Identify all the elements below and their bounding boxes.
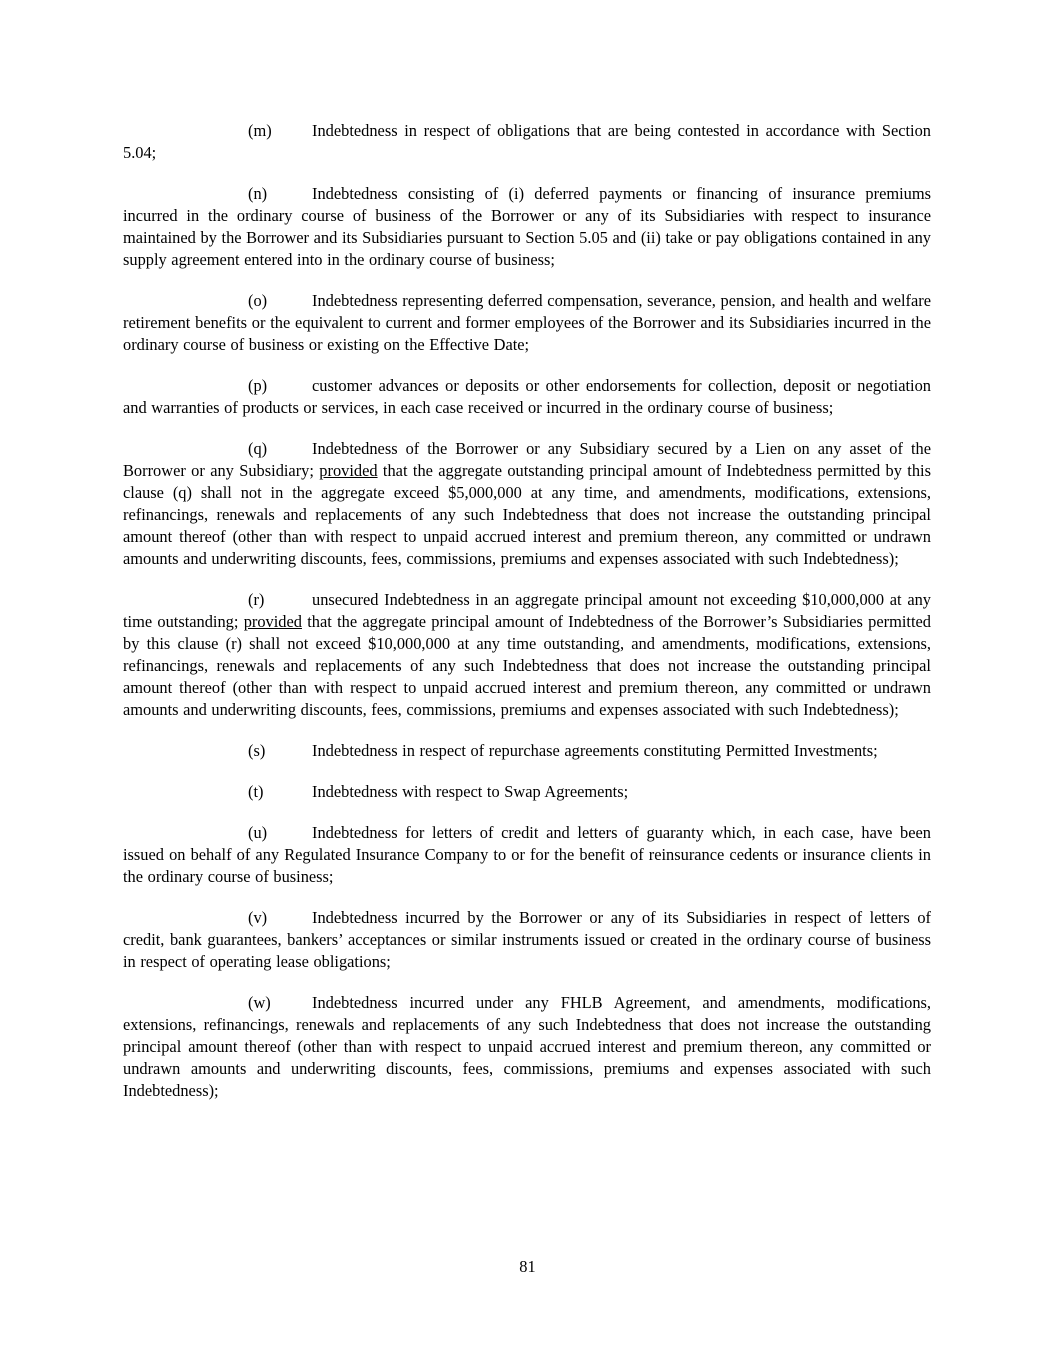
paragraph-w bbox=[123, 992, 931, 1102]
paragraph-text: Indebtedness consisting of (i) deferred payments or financing of insurance premiums incurred in the ordinary course of business of the Borrower or any of its Subsidiaries with respect to insurance maintained by the Borrower and its Subsidiaries pursuant to Section 5.05 and (ii) take or pay obligations contained in any supply agreement entered into in the ordinary course of business; bbox=[123, 184, 931, 269]
paragraph-marker: (p) bbox=[248, 376, 268, 395]
paragraph-marker: (o) bbox=[248, 291, 268, 310]
paragraph-s bbox=[123, 740, 931, 762]
paragraph-m bbox=[123, 120, 931, 164]
paragraph-marker: (u) bbox=[248, 823, 268, 842]
paragraph-text: Indebtedness for letters of credit and letters of guaranty which, in each case, have been issued on behalf of any Regulated Insurance Company to or for the benefit of reinsurance cedents or insurance clients in the ordinary course of business; bbox=[123, 823, 931, 886]
paragraph-text: that the aggregate principal amount of Indebtedness of the Borrower’s Subsidiaries permitted by this clause (r) shall not exceed $10,000,000 at any time outstanding, and amendments, modifications, extensions, refinancings, renewals and replacements of any such Indebtedness that does not increase the outstanding principal amount thereof (other than with respect to unpaid accrued interest and premium thereon, any committed or undrawn amounts and underwriting discounts, fees, commissions, premiums and expenses associated with such Indebtedness); bbox=[123, 612, 931, 719]
paragraph-marker: (q) bbox=[248, 439, 268, 458]
paragraph-text-underlined: provided bbox=[319, 461, 378, 480]
paragraph-text: customer advances or deposits or other endorsements for collection, deposit or negotiation and warranties of products or services, in each case received or incurred in the ordinary course of business; bbox=[123, 376, 931, 417]
document-body bbox=[123, 120, 931, 1121]
paragraph-text: Indebtedness in respect of repurchase agreements constituting Permitted Investments; bbox=[312, 741, 878, 760]
paragraph-n bbox=[123, 183, 931, 271]
paragraph-marker: (r) bbox=[248, 590, 265, 609]
paragraph-marker: (v) bbox=[248, 908, 268, 927]
paragraph-marker: (w) bbox=[248, 993, 271, 1012]
paragraph-text: Indebtedness incurred by the Borrower or any of its Subsidiaries in respect of letters of credit, bank guarantees, bankers’ acceptances or similar instruments issued or created in the ordinary course of business in respect of operating lease obligations; bbox=[123, 908, 931, 971]
paragraph-marker: (m) bbox=[248, 121, 272, 140]
paragraph-text-underlined: provided bbox=[243, 612, 302, 631]
paragraph-text: Indebtedness incurred under any FHLB Agreement, and amendments, modifications, extensions, refinancings, renewals and replacements of any such Indebtedness that does not increase the outstanding principal amount thereof (other than with respect to unpaid accrued interest and premium thereon, any committed or undrawn amounts and underwriting discounts, fees, commissions, premiums and expenses associated with such Indebtedness); bbox=[123, 993, 931, 1100]
paragraph-p bbox=[123, 375, 931, 419]
paragraph-text: Indebtedness in respect of obligations that are being contested in accordance with Section 5.04; bbox=[123, 121, 931, 162]
paragraph-marker: (t) bbox=[248, 782, 264, 801]
paragraph-v bbox=[123, 907, 931, 973]
paragraph-text: Indebtedness with respect to Swap Agreements; bbox=[312, 782, 629, 801]
page-number: 81 bbox=[519, 1257, 536, 1276]
paragraph-marker: (s) bbox=[248, 741, 266, 760]
paragraph-q bbox=[123, 438, 931, 570]
paragraph-t bbox=[123, 781, 931, 803]
paragraph-text: Indebtedness of the Borrower or any Subsidiary secured by a Lien on any asset of the Borrower or any Subsidiary; bbox=[123, 439, 931, 480]
paragraph-marker: (n) bbox=[248, 184, 268, 203]
paragraph-text: Indebtedness representing deferred compensation, severance, pension, and health and welfare retirement benefits or the equivalent to current and former employees of the Borrower and its Subsidiaries incurred in the ordinary course of business or existing on the Effective Date; bbox=[123, 291, 931, 354]
paragraph-r bbox=[123, 589, 931, 721]
paragraph-o bbox=[123, 290, 931, 356]
paragraph-u bbox=[123, 822, 931, 888]
paragraph-text: unsecured Indebtedness in an aggregate principal amount not exceeding $10,000,000 at any time outstanding; bbox=[123, 590, 931, 631]
paragraph-text: that the aggregate outstanding principal amount of Indebtedness permitted by this clause (q) shall not in the aggregate exceed $5,000,000 at any time, and amendments, modifications, extensions, refinancings, renewals and replacements of any such Indebtedness that does not increase the outstanding principal amount thereof (other than with respect to unpaid accrued interest and premium thereon, any committed or undrawn amounts and underwriting discounts, fees, commissions, premiums and expenses associated with such Indebtedness); bbox=[123, 461, 931, 568]
